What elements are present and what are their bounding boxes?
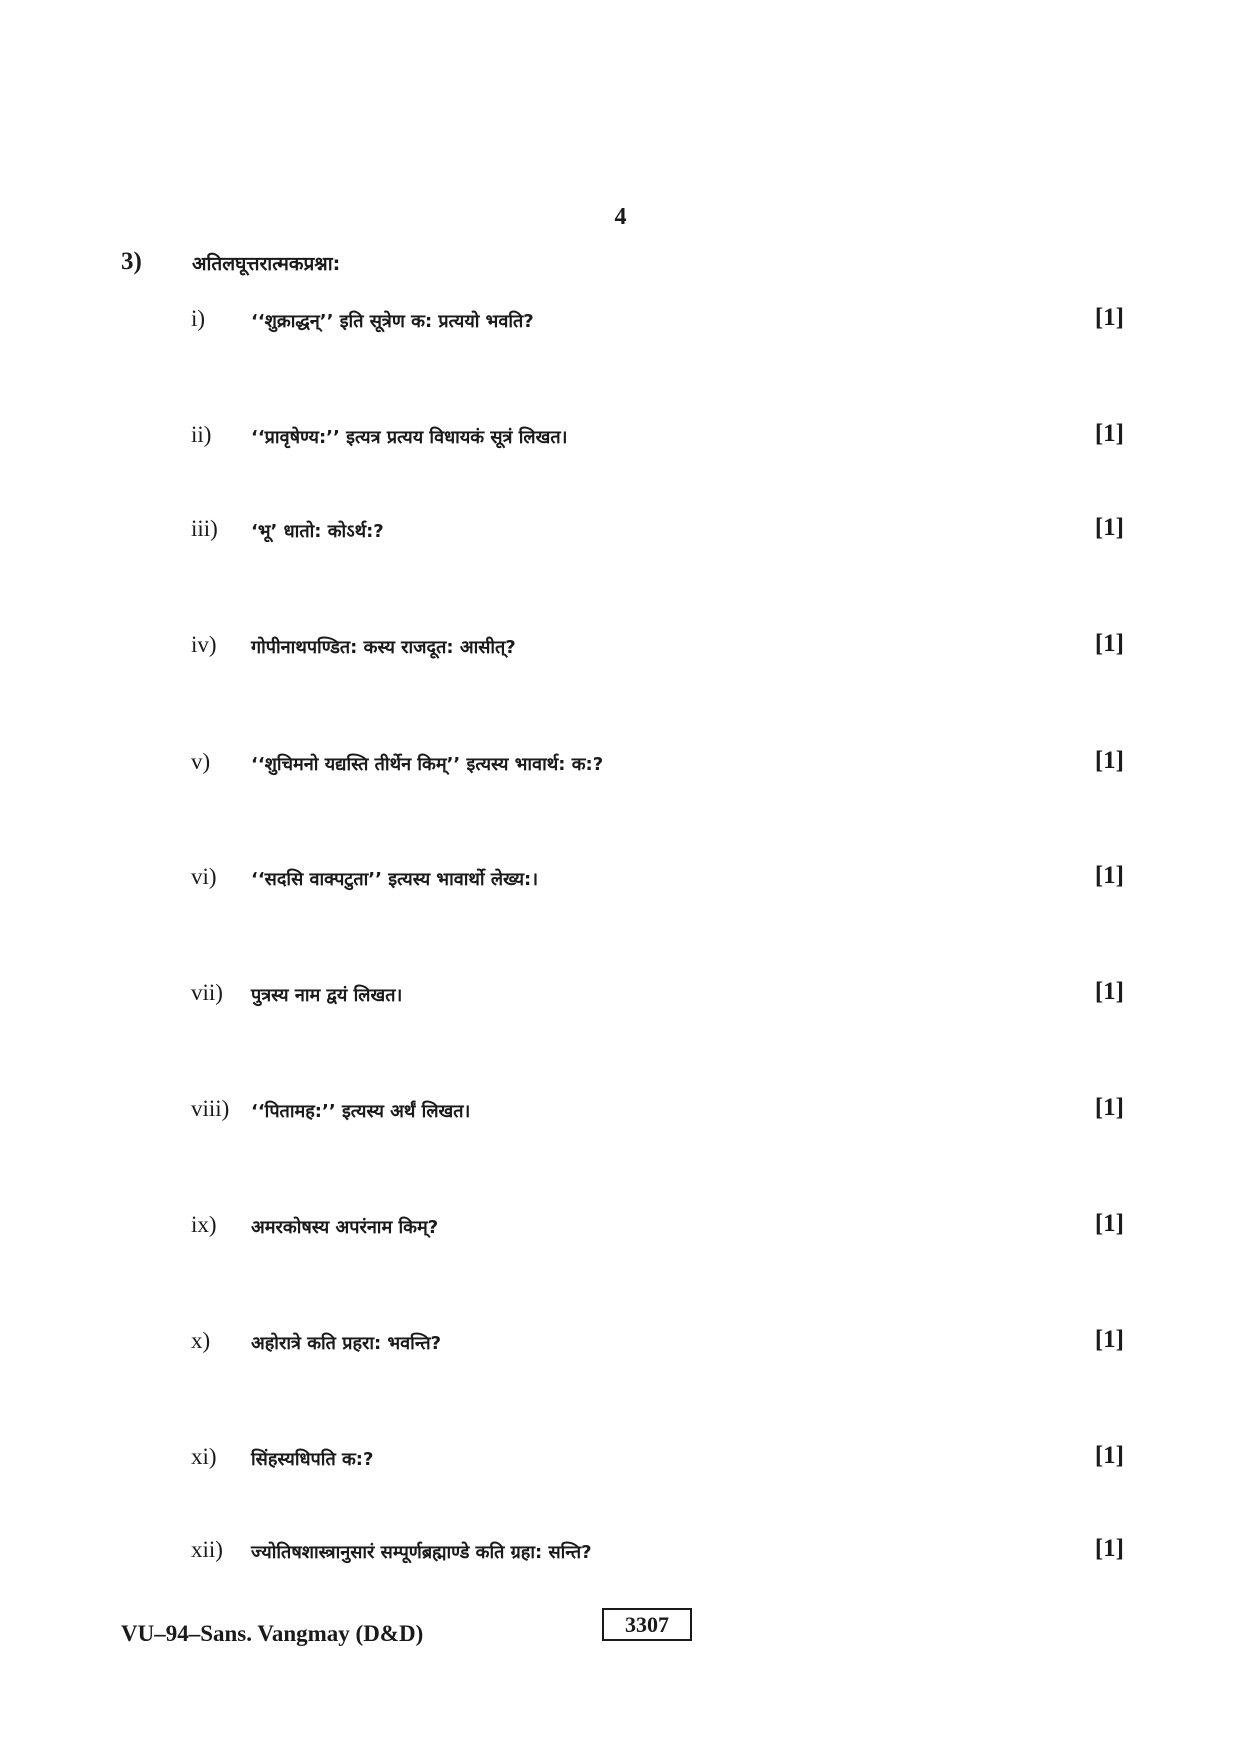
question-item — [0, 516, 1241, 548]
question-marks: [1] — [1094, 1535, 1124, 1562]
question-number: viii) — [191, 1096, 230, 1121]
question-item — [0, 1212, 1241, 1244]
question-number: iii) — [191, 516, 218, 541]
footer-paper-code: VU–94–Sans. Vangmay (D&D) — [121, 1621, 424, 1646]
question-item — [0, 422, 1241, 454]
question-item — [0, 1096, 1241, 1128]
question-number: vi) — [191, 864, 217, 889]
question-number: i) — [191, 306, 206, 331]
question-number: xi) — [191, 1444, 217, 1469]
question-text: ‘‘शुक्राद्धन्’’ इति सूत्रेण क: प्रत्ययो भवति? — [251, 311, 534, 332]
section-title: अतिलघूत्तरात्मकप्रश्ना: — [192, 253, 341, 275]
question-text: ‘भू’ धातो: कोऽर्थ:? — [251, 521, 384, 542]
question-item — [0, 980, 1241, 1012]
question-item — [0, 864, 1241, 896]
question-text: सिंहस्यधिपति क:? — [251, 1449, 374, 1470]
question-marks: [1] — [1094, 420, 1124, 447]
question-number: ix) — [191, 1212, 217, 1237]
section-number: 3) — [121, 248, 142, 275]
page-number: 4 — [614, 204, 627, 230]
question-marks: [1] — [1094, 1442, 1124, 1469]
question-marks: [1] — [1094, 862, 1124, 889]
question-item — [0, 306, 1241, 338]
question-text: ‘‘शुचिमनो यद्यस्ति तीर्थेन किम्’’ इत्यस्य भावार्थ: क:? — [251, 754, 604, 775]
question-item — [0, 1537, 1241, 1569]
question-number: iv) — [191, 632, 217, 657]
footer-box-number: 3307 — [602, 1608, 692, 1641]
question-item — [0, 1444, 1241, 1476]
question-number: vii) — [191, 980, 223, 1005]
question-marks: [1] — [1094, 630, 1124, 657]
question-marks: [1] — [1094, 978, 1124, 1005]
question-marks: [1] — [1094, 1094, 1124, 1121]
question-number: ii) — [191, 422, 212, 447]
question-marks: [1] — [1094, 304, 1124, 331]
question-number: v) — [191, 749, 211, 774]
question-item — [0, 749, 1241, 781]
question-text: ‘‘पितामह:’’ इत्यस्य अर्थं लिखत। — [251, 1101, 471, 1122]
question-text: अमरकोषस्य अपरंनाम किम्? — [251, 1217, 439, 1238]
question-text: गोपीनाथपण्डित: कस्य राजदूत: आसीत्? — [251, 637, 516, 658]
question-marks: [1] — [1094, 747, 1124, 774]
question-text: ‘‘प्रावृषेण्य:’’ इत्यत्र प्रत्यय विधायकं सूत्रं लिखत। — [251, 427, 568, 448]
question-marks: [1] — [1094, 514, 1124, 541]
question-item — [0, 1328, 1241, 1360]
question-number: x) — [191, 1328, 211, 1353]
question-text: अहोरात्रे कति प्रहरा: भवन्ति? — [251, 1333, 442, 1354]
question-text: ‘‘सदसि वाक्पटुता’’ इत्यस्य भावार्थो लेख्य:। — [251, 869, 539, 890]
question-text: पुत्रस्य नाम द्वयं लिखत। — [251, 985, 403, 1006]
question-marks: [1] — [1094, 1210, 1124, 1237]
question-number: xii) — [191, 1537, 223, 1562]
question-text: ज्योतिषशास्त्रानुसारं सम्पूर्णब्रह्माण्डे कति ग्रहा: सन्ति? — [251, 1542, 592, 1563]
question-item — [0, 632, 1241, 664]
question-marks: [1] — [1094, 1326, 1124, 1353]
